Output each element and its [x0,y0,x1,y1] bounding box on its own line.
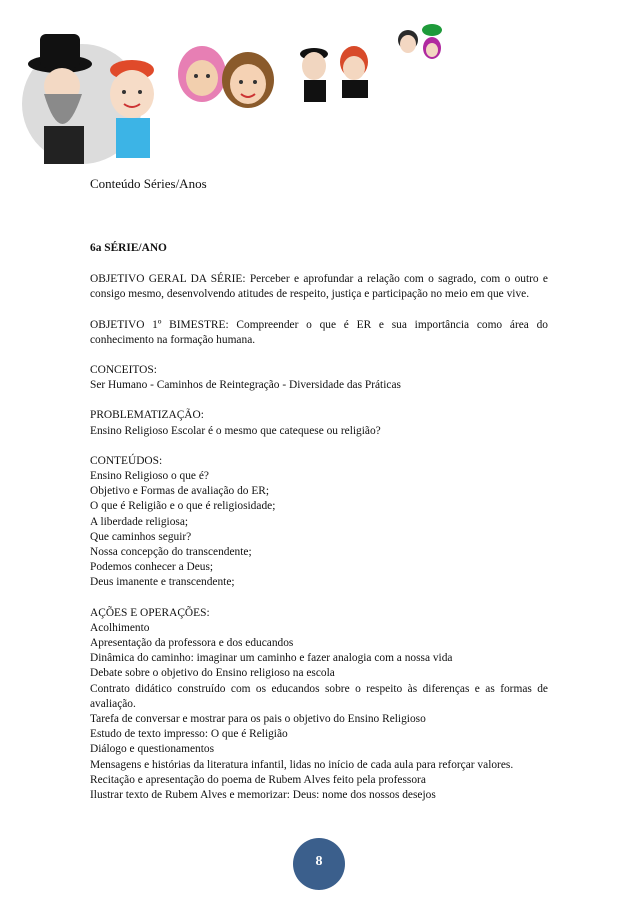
objetivo-geral: OBJETIVO GERAL DA SÉRIE: Perceber e aprofundar a relação com o sagrado, com o outro e consigo mesmo, desenvolvendo atitudes de respeito, justiça e participação no meio em que vive. [90,273,548,301]
list-item: Recitação e apresentação do poema de Rubem Alves feito pela professora [90,773,426,786]
acoes-block [90,606,548,804]
document-body [90,241,548,818]
problematizacao-heading: PROBLEMATIZAÇÃO: [90,409,204,422]
page-number: 8 [293,838,345,890]
problematizacao-text: Ensino Religioso Escolar é o mesmo que catequese ou religião? [90,424,381,437]
list-item: Debate sobre o objetivo do Ensino religioso na escola [90,667,335,680]
list-item: Dinâmica do caminho: imaginar um caminho e fazer analogia com a nossa vida [90,652,453,665]
section-title: Conteúdo Séries/Anos [90,176,207,191]
grade-heading: 6a SÉRIE/ANO [90,242,167,254]
problematizacao-block [90,408,548,438]
list-item: Apresentação da professora e dos educandos [90,637,294,650]
conteudos-heading: CONTEÚDOS: [90,454,163,467]
list-item: Ilustrar texto de Rubem Alves e memorizar: Deus: nome dos nossos desejos [90,789,436,802]
list-item: Ensino Religioso o que é? [90,470,209,483]
list-item: Nossa concepção do transcendente; [90,546,252,559]
conceitos-block [90,363,548,393]
list-item: O que é Religião e o que é religiosidade; [90,500,276,513]
list-item: Tarefa de conversar e mostrar para os pais o objetivo do Ensino Religioso [90,713,426,726]
children-illustration [22,14,462,164]
list-item: Diálogo e questionamentos [90,743,215,756]
list-item: Que caminhos seguir? [90,530,192,543]
acoes-heading: AÇÕES E OPERAÇÕES: [90,606,210,619]
list-item: Acolhimento [90,621,150,634]
list-item: Podemos conhecer a Deus; [90,561,214,574]
list-item: A liberdade religiosa; [90,515,189,528]
list-item: Estudo de texto impresso: O que é Religião [90,728,288,741]
list-item: Deus imanente e transcendente; [90,576,235,589]
list-item: Contrato didático construído com os educandos sobre o respeito às diferenças e as formas de avaliação. [90,682,548,710]
conceitos-text: Ser Humano - Caminhos de Reintegração - Diversidade das Práticas [90,379,401,392]
list-item: Objetivo e Formas de avaliação do ER; [90,485,270,498]
conceitos-heading: CONCEITOS: [90,364,157,377]
list-item: Mensagens e histórias da literatura infantil, lidas no início de cada aula para reforçar valores. [90,758,514,771]
objetivo-bimestre: OBJETIVO 1º BIMESTRE: Compreender o que é ER e sua importância como área do conhecimento na formação humana. [90,318,548,346]
conteudos-block [90,454,548,591]
